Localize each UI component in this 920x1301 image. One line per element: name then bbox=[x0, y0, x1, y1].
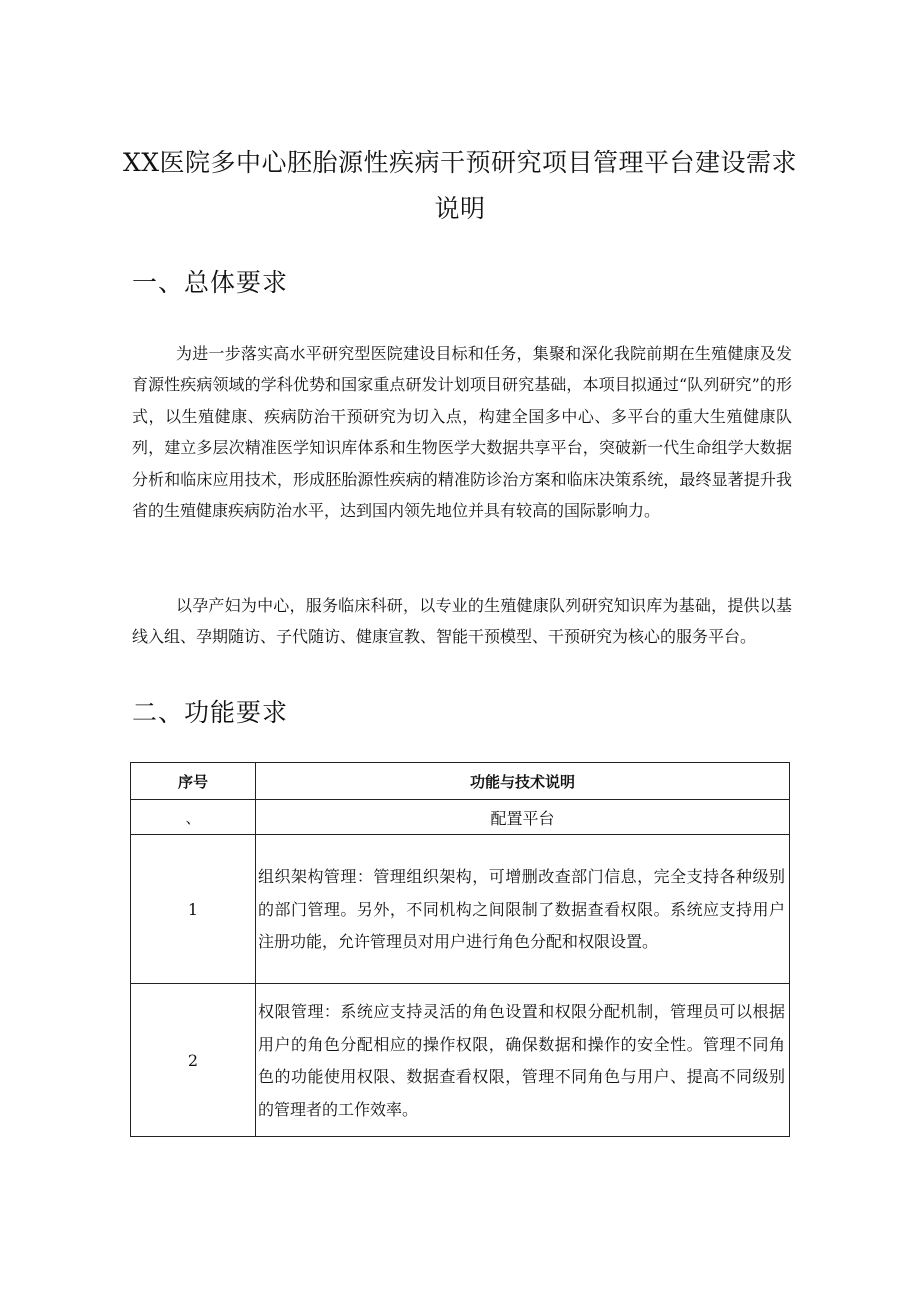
table-row bbox=[131, 984, 790, 1137]
subheader-mark: 、 bbox=[131, 800, 256, 835]
paragraph-background: 为进一步落实高水平研究型医院建设目标和任务，集聚和深化我院前期在生殖健康及发育源性疾病领域的学科优势和国家重点研发计划项目研究基础，本项目拟通过“队列研究”的形式，以生殖健康、疾病防治干预研究为切入点，构建全国多中心、多平台的重大生殖健康队列，建立多层次精准医学知识库体系和生物医学大数据共享平台，突破新一代生命组学大数据分析和临床应用技术，形成胚胎源性疾病的精准防诊治方案和临床决策系统，最终显著提升我省的生殖健康疾病防治水平，达到国内领先地位并具有较高的国际影响力。 bbox=[132, 344, 792, 521]
row-description: 组织架构管理：管理组织架构，可增删改查部门信息，完全支持各种级别的部门管理。另外，不同机构之间限制了数据查看权限。系统应支持用户注册功能，允许管理员对用户进行角色分配和权限设置。 bbox=[256, 835, 790, 984]
table-subheader-row bbox=[131, 800, 790, 835]
section-heading-functional: 二、功能要求 bbox=[132, 698, 289, 727]
paragraph-service-scope: 以孕产妇为中心，服务临床科研，以专业的生殖健康队列研究知识库为基础，提供以基线入组、孕期随访、子代随访、健康宣教、智能干预模型、干预研究为核心的服务平台。 bbox=[132, 596, 792, 647]
row-number: 1 bbox=[131, 835, 256, 984]
requirements-table bbox=[130, 762, 790, 1137]
section-heading-general: 一、总体要求 bbox=[132, 268, 289, 297]
row-number: 2 bbox=[131, 984, 256, 1137]
header-serial-number: 序号 bbox=[131, 763, 256, 800]
table-row bbox=[131, 835, 790, 984]
table-header-row bbox=[131, 763, 790, 800]
header-function-description: 功能与技术说明 bbox=[256, 763, 790, 800]
document-title: XX医院多中心胚胎源性疾病干预研究项目管理平台建设需求说明 bbox=[122, 148, 798, 223]
subheader-config-platform: 配置平台 bbox=[256, 800, 790, 835]
row-description: 权限管理：系统应支持灵活的角色设置和权限分配机制，管理员可以根据用户的角色分配相应的操作权限，确保数据和操作的安全性。管理不同角色的功能使用权限、数据查看权限，管理不同角色与用户、提高不同级别的管理者的工作效率。 bbox=[256, 984, 790, 1137]
